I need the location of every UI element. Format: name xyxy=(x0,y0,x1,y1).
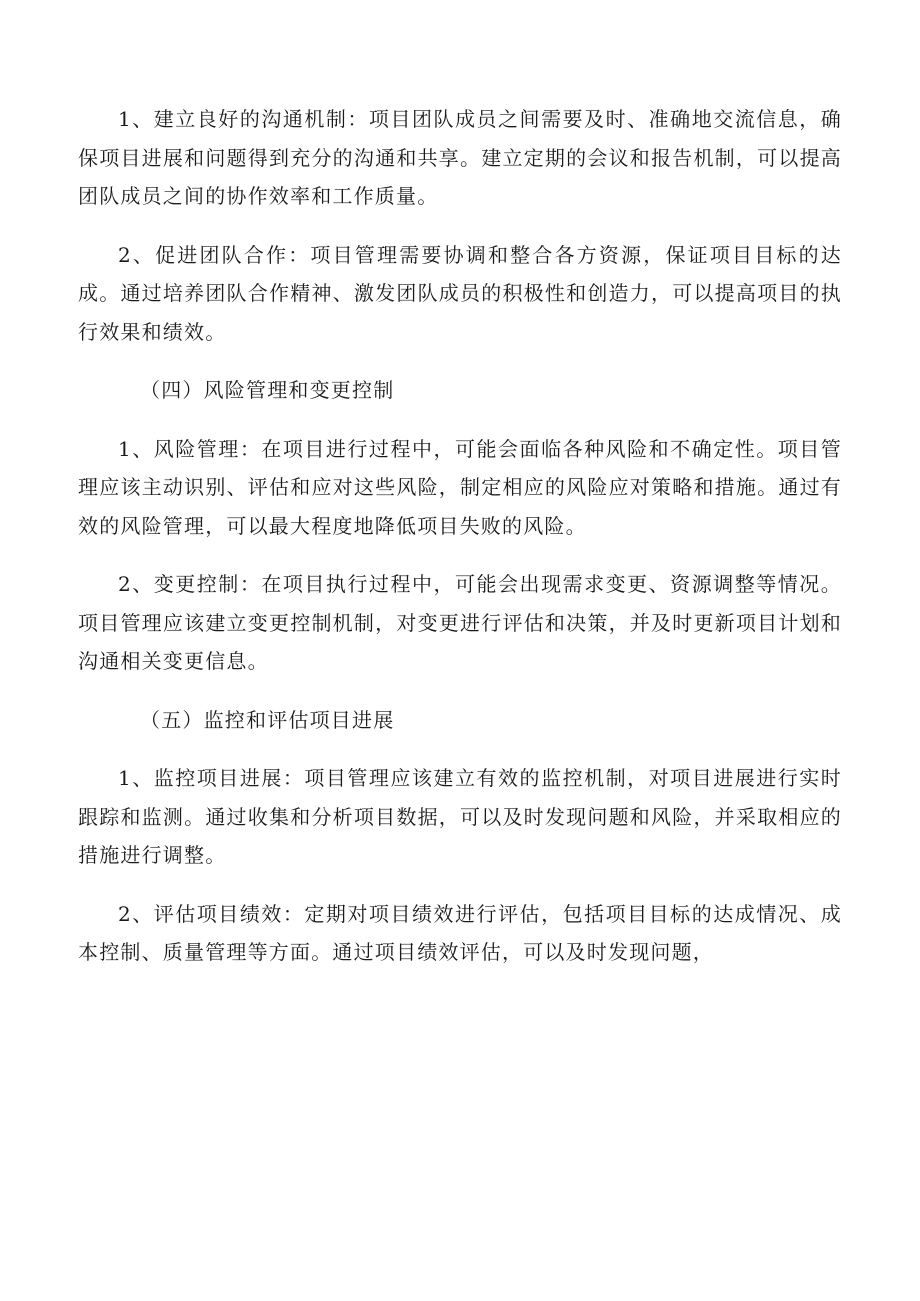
paragraph-risk-management: 1、风险管理：在项目进行过程中，可能会面临各种风险和不确定性。项目管理应该主动识别、评估和应对这些风险，制定相应的风险应对策略和措施。通过有效的风险管理，可以最大程度地降低项目失败的风险。 xyxy=(78,436,842,538)
paragraph-change-control: 2、变更控制：在项目执行过程中，可能会出现需求变更、资源调整等情况。项目管理应该建立变更控制机制，对变更进行评估和决策，并及时更新项目计划和沟通相关变更信息。 xyxy=(78,572,842,673)
paragraph-monitor-progress: 1、监控项目进展：项目管理应该建立有效的监控机制，对项目进展进行实时跟踪和监测。通过收集和分析项目数据，可以及时发现问题和风险，并采取相应的措施进行调整。 xyxy=(78,766,842,867)
section-heading-monitor-evaluate: （五）监控和评估项目进展 xyxy=(140,707,395,732)
section-heading-risk-change: （四）风险管理和变更控制 xyxy=(140,378,395,402)
document-body xyxy=(78,100,842,992)
paragraph-evaluate-performance: 2、评估项目绩效：定期对项目绩效进行评估，包括项目目标的达成情况、成本控制、质量管理等方面。通过项目绩效评估，可以及时发现问题， xyxy=(78,901,842,964)
paragraph-team-cooperation: 2、促进团队合作：项目管理需要协调和整合各方资源，保证项目目标的达成。通过培养团队合作精神、激发团队成员的积极性和创造力，可以提高项目的执行效果和绩效。 xyxy=(78,242,842,344)
paragraph-communication-mechanism: 1、建立良好的沟通机制：项目团队成员之间需要及时、准确地交流信息，确保项目进展和问题得到充分的沟通和共享。建立定期的会议和报告机制，可以提高团队成员之间的协作效率和工作质量。 xyxy=(78,107,842,208)
